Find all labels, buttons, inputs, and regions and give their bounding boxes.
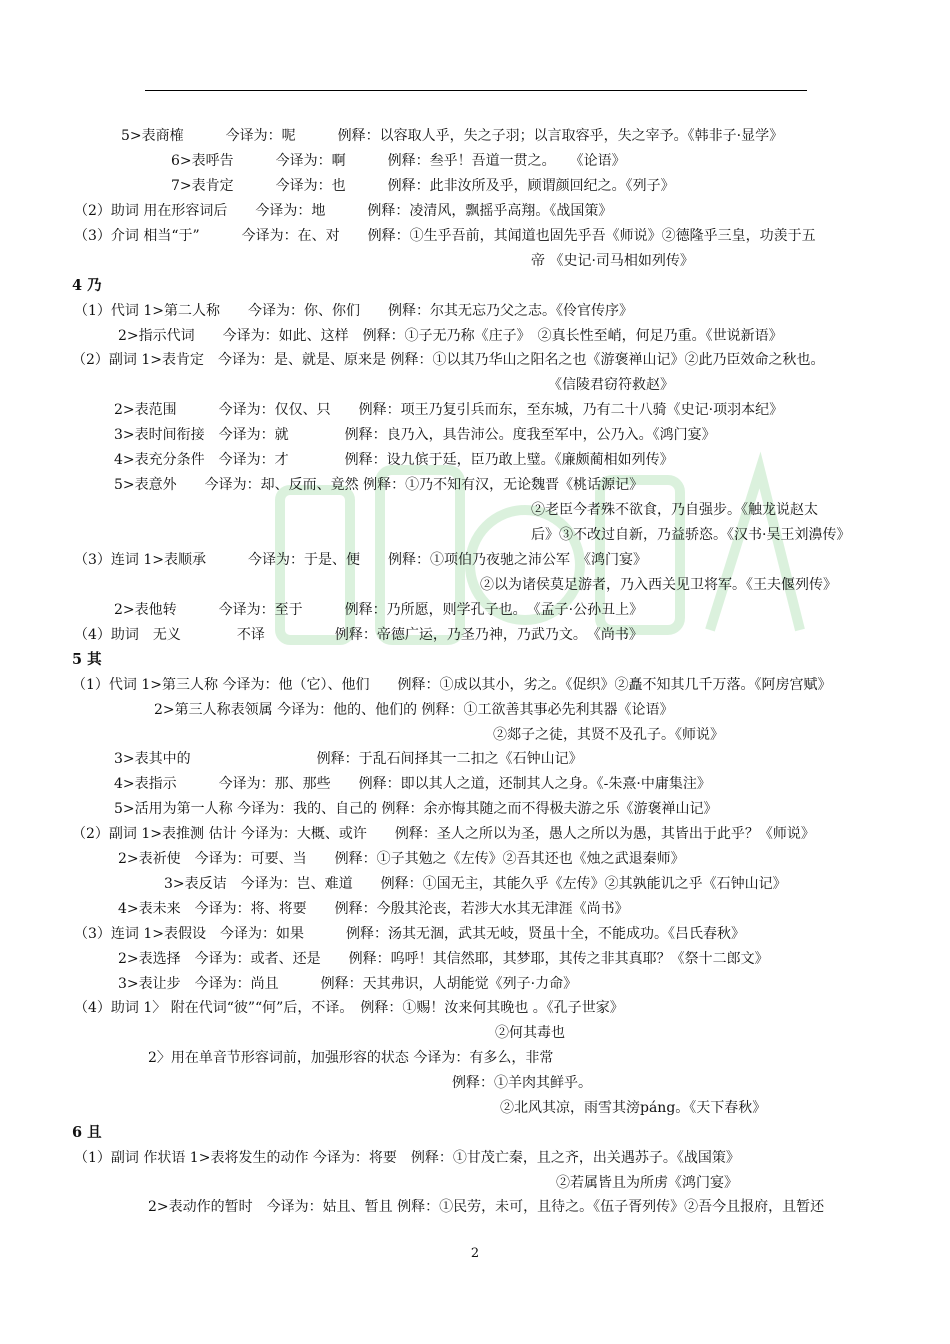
text-line: 3>表让步 今译为：尚且 例释：天其弗识，人胡能觉《列子·力命》	[118, 976, 578, 992]
header-rule	[145, 90, 807, 91]
text-line: 4>表指示 今译为：那、那些 例释：即以其人之道，还制其人之身。《-朱熹·中庸集注》	[114, 776, 711, 792]
text-line: ②若属皆且为所虏《鸿门宴》	[556, 1175, 738, 1191]
text-line: ②何其毒也	[495, 1025, 565, 1041]
text-line: ②老臣今者殊不欲食，乃自强步。《触龙说赵太	[531, 502, 818, 518]
section-heading: 5 其	[72, 651, 102, 668]
text-line: 3>表时间衔接 今译为：就 例释：良乃入，具告沛公。度我至军中，公乃入。《鸿门宴》	[114, 427, 716, 443]
text-line: （3）介词 相当“于” 今译为：在、对 例释：①生乎吾前，其闻道也固先乎吾《师说》②德隆乎三皇，功羡于五	[74, 228, 816, 244]
text-line: （2）助词 用在形容词后 今译为：地 例释：凌清风，飘摇乎高翔。《战国策》	[74, 203, 613, 219]
text-line: （1）代词 1>第三人称 今译为：他（它）、他们 例释：①成以其小，劣之。《促织》②矗不知其几千万落。《阿房宫赋》	[72, 677, 832, 693]
text-line: （3）连词 1>表顺承 今译为：于是、便 例释：①项伯乃夜驰之沛公军 《鸿门宴》	[74, 552, 647, 568]
page-number: 2	[470, 1246, 480, 1261]
text-line: 4>表未来 今译为：将、将要 例释：今殷其沦丧，若涉大水其无津涯《尚书》	[118, 901, 629, 917]
text-line: （4）助词 无义 不译 例释：帝德广运，乃圣乃神，乃武乃文。 《尚书》	[74, 627, 643, 643]
text-line: 2>表动作的暂时 今译为：姑且、暂且 例释：①民劳，未可，且待之。《伍子胥列传》②吾今且报府，且暂还	[148, 1199, 825, 1215]
text-line: ②北风其凉，雨雪其滂páng。《天下春秋》	[500, 1100, 767, 1116]
text-line: 2>表祈使 今译为：可要、当 例释：①子其勉之《左传》②吾其还也《烛之武退秦师》	[118, 851, 685, 867]
text-line: 3>表反诘 今译为：岂、难道 例释：①国无主，其能久乎《左传》②其孰能讥之乎《石钟山记》	[164, 876, 787, 892]
text-line: ②郯子之徒，其贤不及孔子。《师说》	[493, 727, 724, 743]
text-line: 4>表充分条件 今译为：才 例释：设九傧于廷，臣乃敢上璧。《廉颇蔺相如列传》	[114, 452, 674, 468]
text-line: 2〉用在单音节形容词前，加强形容的状态 今译为：有多么，非常	[148, 1050, 554, 1066]
text-line: 6>表呼告 今译为：啊 例释：叁乎！吾道一贯之。 《论语》	[171, 153, 626, 169]
text-line: （1）副词 作状语 1>表将发生的动作 今译为：将要 例释：①甘茂亡秦，且之齐，出关遇苏子。《战国策》	[74, 1150, 740, 1166]
text-line: 例释：①羊肉其鲜乎。	[452, 1075, 592, 1091]
text-line: （2）副词 1>表推测 估计 今译为：大概、或许 例释：圣人之所以为圣，愚人之所以为愚，其皆出于此乎？《师说》	[72, 826, 815, 842]
text-line: 5>活用为第一人称 今译为：我的、自己的 例释：余亦悔其随之而不得极夫游之乐《游褒禅山记》	[114, 801, 718, 817]
text-line: 5>表商榷 今译为：呢 例释：以容取人乎，失之子羽；以言取容乎，失之宰予。《韩非子·显学》	[121, 128, 784, 144]
text-line: 帝 《史记·司马相如列传》	[531, 253, 694, 269]
section-heading: 4 乃	[72, 277, 102, 294]
text-line: 2>表他转 今译为：至于 例释：乃所愿，则学孔子也。 《孟子·公孙丑上》	[114, 602, 644, 618]
text-line: 5>表意外 今译为：却、反而、竟然 例释：①乃不知有汉，无论魏晋《桃话源记》	[114, 477, 644, 493]
text-line: 后》③不改过自新，乃益骄恣。《汉书·吴王刘濞传》	[531, 527, 851, 543]
text-line: ②以为诸侯莫足游者，乃入西关见卫将军。《王夫偃列传》	[480, 577, 837, 593]
text-line: 3>表其中的 例释：于乱石间择其一二扣之《石钟山记》	[114, 751, 583, 767]
text-line: （1）代词 1>第二人称 今译为：你、你们 例释：尔其无忘乃父之志。《伶官传序》	[74, 303, 633, 319]
text-line: 2>第三人称表领属 今译为：他的、他们的 例释：①工欲善其事必先利其器《论语》	[154, 702, 674, 718]
text-line: （4）助词 1〉 附在代词“彼”“何”后，不译。 例释：①赐！汝来何其晚也 。《孔子世家》	[74, 1000, 624, 1016]
section-heading: 6 且	[72, 1124, 102, 1141]
text-line: （2）副词 1>表肯定 今译为：是、就是、原来是 例释：①以其乃华山之阳名之也《游褒禅山记》②此乃臣效命之秋也。	[72, 352, 825, 368]
text-line: 《信陵君窃符救赵》	[548, 377, 674, 393]
text-line: 2>表范围 今译为：仅仅、只 例释：项王乃复引兵而东，至东城，乃有二十八骑《史记·项羽本纪》	[114, 402, 784, 418]
text-line: （3）连词 1>表假设 今译为：如果 例释：汤其无涸，武其无岐，贤虽十全，不能成功。《吕氏春秋》	[74, 926, 745, 942]
text-line: 7>表肯定 今译为：也 例释：此非汝所及乎，顾谓颜回纪之。《列子》	[171, 178, 675, 194]
text-line: 2>指示代词 今译为：如此、这样 例释：①子无乃称《庄子》 ②真长性至峭，何足乃重。《世说新语》	[118, 328, 783, 344]
text-line: 2>表选择 今译为：或者、还是 例释：呜呼！其信然耶，其梦耶，其传之非其真耶？《祭十二郎文》	[118, 951, 769, 967]
